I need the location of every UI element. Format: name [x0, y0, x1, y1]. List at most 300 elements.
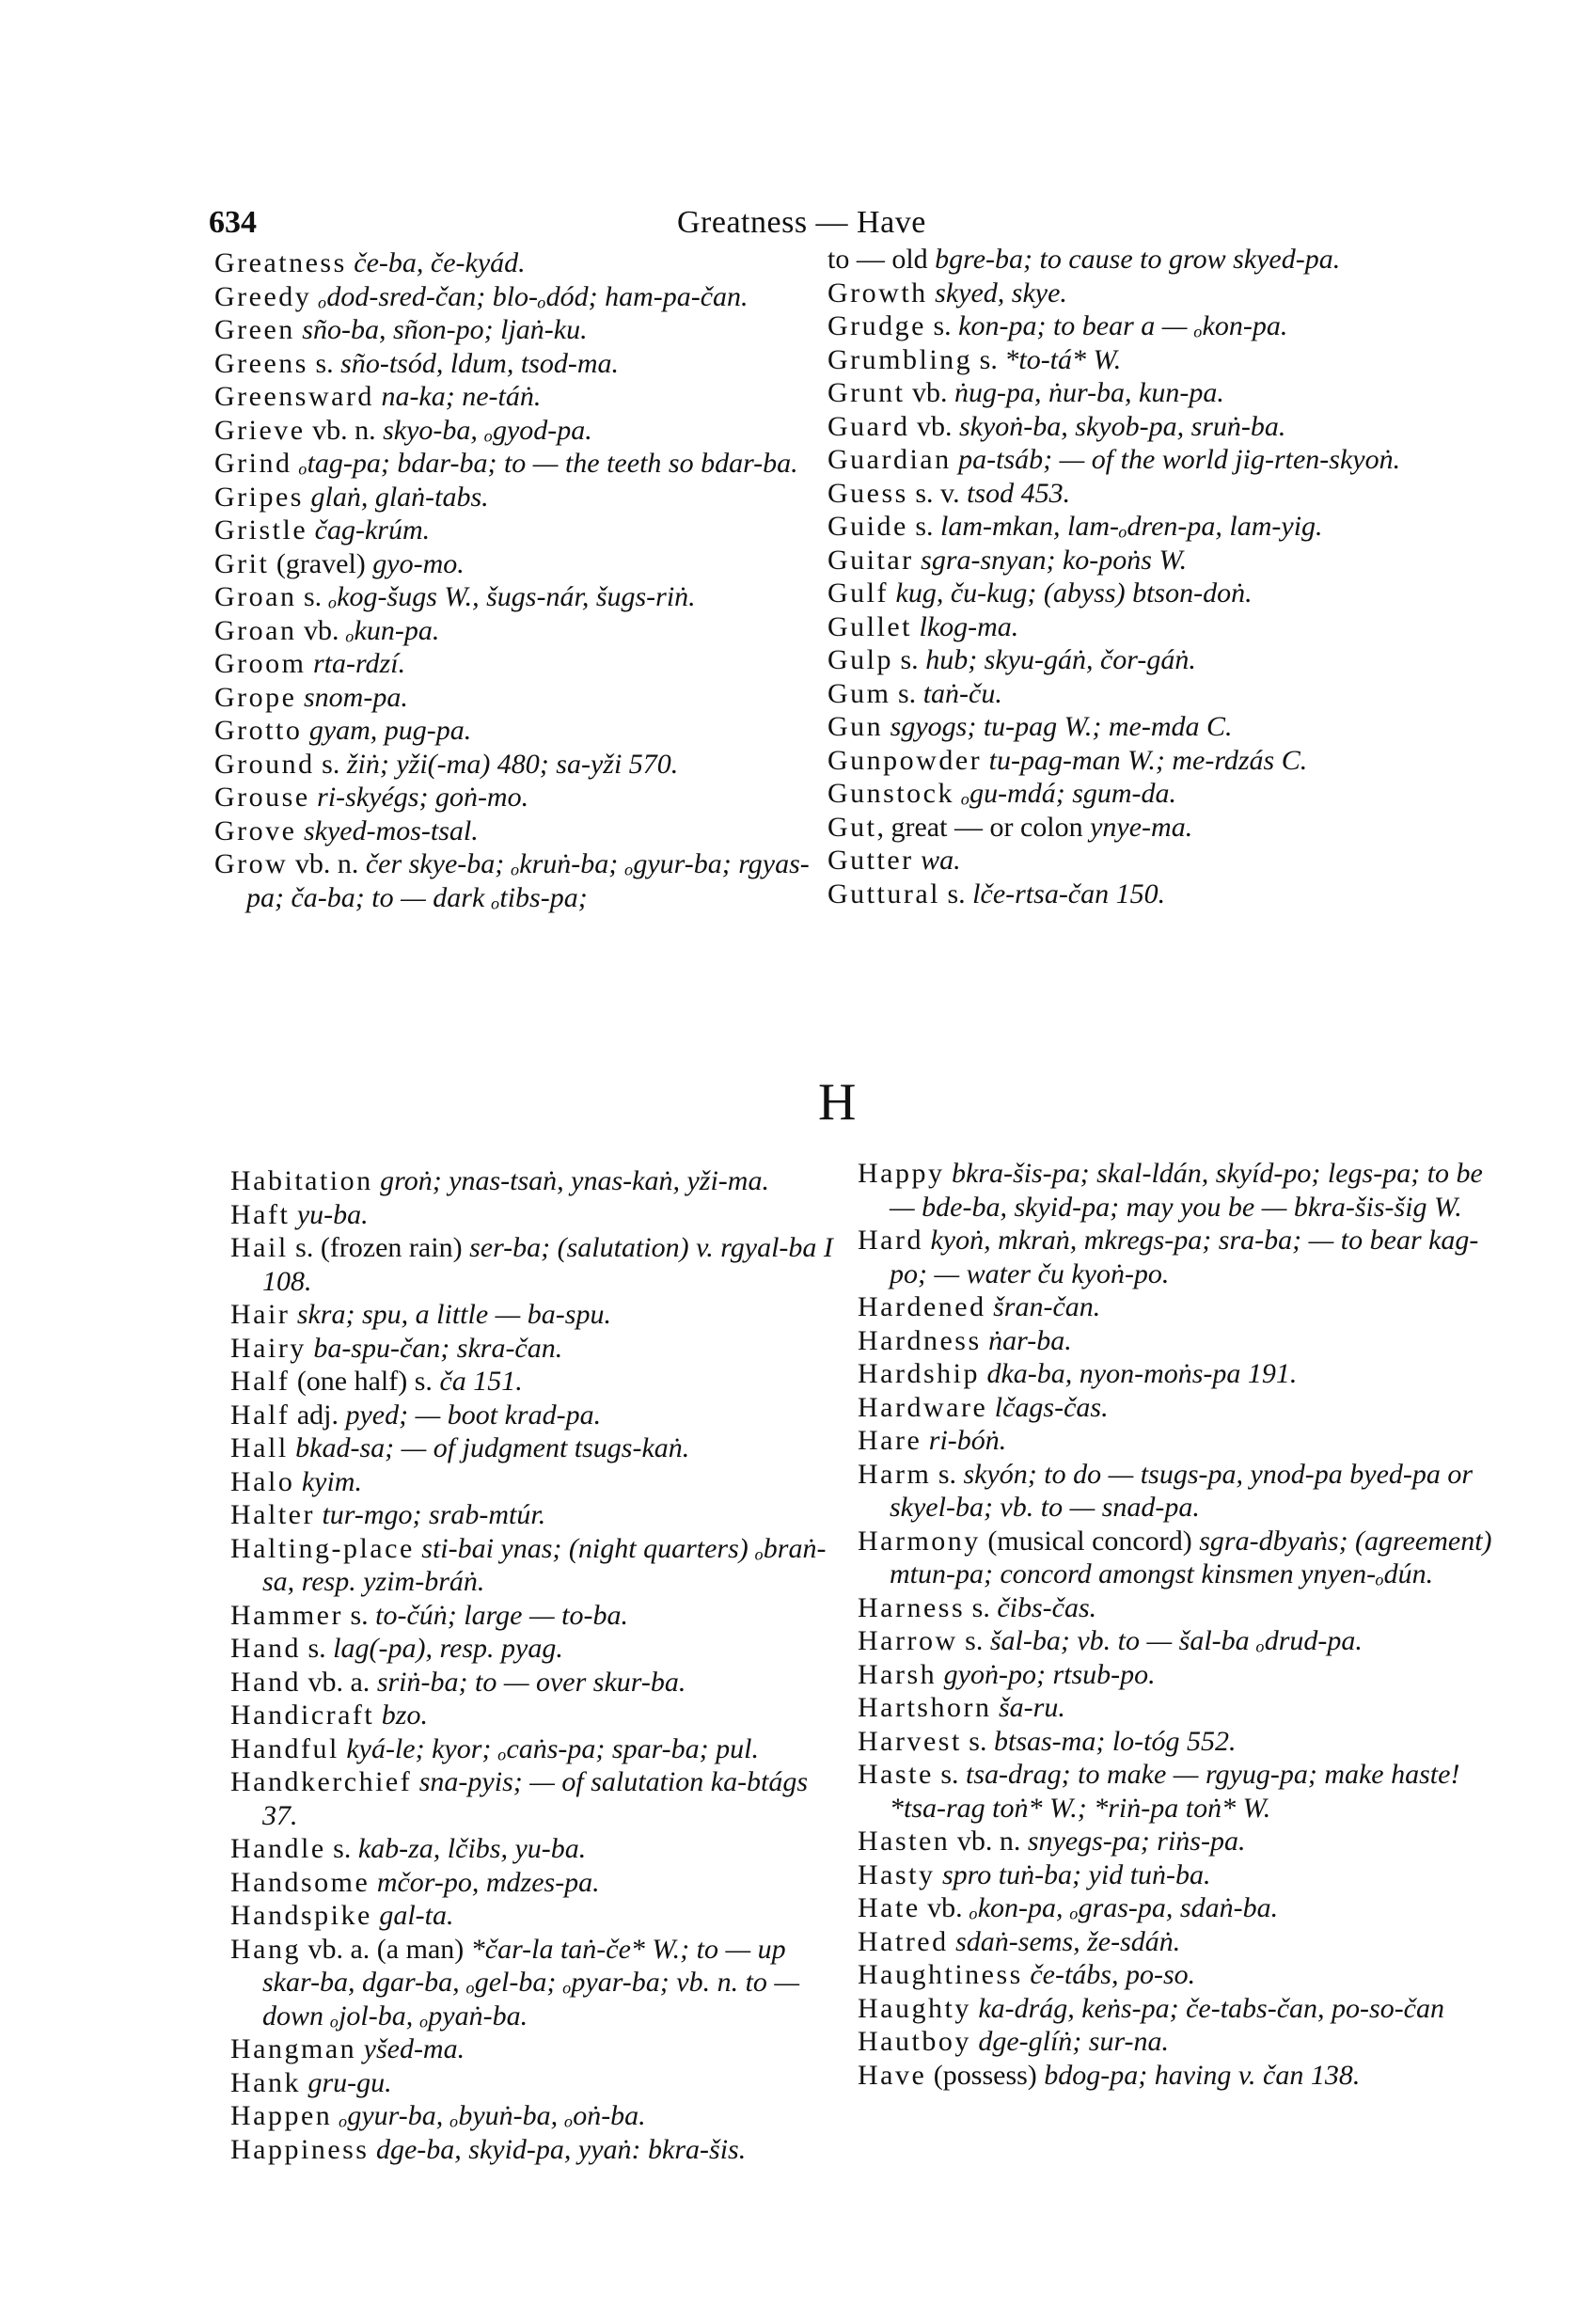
entry-headword: Groom	[214, 648, 307, 679]
entry-gloss: s.	[965, 1591, 998, 1623]
dictionary-entry	[214, 514, 840, 547]
dictionary-entry	[230, 1899, 842, 1933]
dictionary-entry	[858, 1758, 1497, 1825]
column-top-right	[827, 243, 1486, 910]
entry-headword: Gunpowder	[827, 744, 983, 776]
dictionary-entry	[214, 280, 840, 314]
entry-tibetan: yu-ba.	[296, 1198, 369, 1230]
entry-headword: Grow	[214, 848, 289, 879]
entry-tibetan: šal-ba; vb. to — šal-ba ₒdrud-pa.	[989, 1625, 1363, 1656]
entry-tibetan: ša-ru.	[998, 1692, 1065, 1723]
entry-tibetan: ₒgyur-ba, ₒbyuṅ-ba, ₒoṅ-ba.	[339, 2100, 646, 2131]
entry-headword: Greatness	[214, 247, 347, 278]
entry-gloss: vb. n.	[305, 414, 384, 446]
entry-headword: Hare	[858, 1425, 922, 1456]
entry-headword: Guard	[827, 410, 910, 442]
dictionary-entry	[230, 1431, 842, 1465]
entry-tibetan: btsas-ma; lo-tóg 552.	[993, 1725, 1237, 1757]
entry-gloss: (gravel)	[269, 547, 373, 579]
entry-headword: Hang	[230, 1933, 301, 1965]
dictionary-entry	[858, 1825, 1497, 1858]
entry-tibetan: pa-tsáb; — of the world jig-rten-skyoṅ.	[958, 444, 1401, 475]
entry-tibetan: snyegs-pa; riṅs-pa.	[1027, 1826, 1246, 1857]
entry-headword: Grumbling	[827, 343, 973, 375]
entry-headword: Grope	[214, 681, 297, 713]
entry-gloss: s. v.	[907, 477, 968, 509]
entry-headword: Handsome	[230, 1866, 370, 1898]
entry-gloss	[294, 1466, 302, 1497]
entry-gloss	[949, 1926, 956, 1957]
dictionary-entry	[827, 243, 1486, 277]
entry-gloss: , great — or colon	[876, 811, 1091, 843]
entry-headword: Haughtiness	[858, 1959, 1023, 1990]
entry-tibetan: ri-skyégs; goṅ-mo.	[317, 782, 529, 813]
entry-tibetan: ₒkon-pa, ₒgras-pa, sdaṅ-ba.	[969, 1892, 1279, 1923]
entry-tibetan: sti-bai ynas; (night quarters) ₒbraṅ-sa, resp. yzim-bráṅ.	[262, 1532, 827, 1597]
dictionary-entry	[214, 414, 840, 448]
dictionary-entry	[827, 477, 1486, 511]
dictionary-entry	[858, 1725, 1497, 1759]
dictionary-entry	[858, 1324, 1497, 1358]
entry-headword: Hangman	[230, 2033, 357, 2064]
entry-headword: Hasten	[858, 1826, 951, 1857]
dictionary-entry	[230, 2066, 842, 2100]
entry-tibetan: ₒdod-sred-čan; blo-ₒdód; ham-pa-čan.	[318, 280, 749, 312]
entry-tibetan: žiṅ; yži(-ma) 480; sa-yži 570.	[346, 748, 679, 780]
entry-tibetan: dka-ba, nyon-moṅs-pa 191.	[986, 1358, 1298, 1389]
entry-headword: Hasty	[858, 1858, 936, 1890]
entry-headword: Grunt	[827, 377, 906, 408]
entry-tibetan: kon-pa; to bear a — ₒkon-pa.	[958, 310, 1288, 341]
entry-gloss	[922, 1425, 929, 1456]
entry-gloss: (possess)	[926, 2059, 1045, 2091]
entry-headword: Handful	[230, 1732, 339, 1764]
dictionary-entry	[230, 1933, 842, 2033]
entry-headword: Grove	[214, 814, 297, 846]
entry-tibetan: mčor-po, mdzes-pa.	[376, 1866, 600, 1898]
entry-gloss: s. (frozen rain)	[288, 1232, 470, 1263]
entry-gloss	[952, 444, 959, 475]
entry-gloss	[912, 611, 920, 642]
entry-headword: Half	[230, 1366, 291, 1397]
dictionary-entry	[230, 1532, 842, 1599]
entry-headword: Hardware	[858, 1391, 988, 1423]
entry-tibetan: sño-ba, sñon-po; ljaṅ-ku.	[302, 314, 588, 345]
entry-tibetan: ₒtag-pa; bdar-ba; to — the teeth so bdar-ba.	[299, 448, 798, 479]
entry-headword: Hammer	[230, 1599, 343, 1631]
entry-headword: Harness	[858, 1591, 966, 1623]
entry-headword: Groan	[214, 581, 297, 612]
dictionary-entry	[858, 1858, 1497, 1892]
entry-tibetan: gyoṅ-po; rtsub-po.	[943, 1658, 1156, 1690]
dictionary-entry	[230, 1164, 842, 1198]
entry-tibetan: skyón; to do — tsugs-pa, ynod-pa byed-pa or skyel-ba; vb. to — snad-pa.	[890, 1458, 1474, 1523]
entry-headword: Haste	[858, 1759, 934, 1790]
dictionary-entry	[214, 814, 840, 848]
entry-gloss	[292, 448, 300, 479]
entry-headword: Harrow	[858, 1625, 958, 1656]
entry-tibetan: ri-bóṅ.	[928, 1425, 1007, 1456]
dictionary-entry	[858, 1891, 1497, 1925]
entry-gloss: s.	[925, 310, 959, 341]
entry-tibetan: pyed; — boot krad-pa.	[345, 1399, 602, 1431]
entry-headword: Happen	[230, 2100, 333, 2131]
entry-tibetan: ča 151.	[439, 1366, 523, 1397]
dictionary-entry	[214, 481, 840, 514]
dictionary-entry	[214, 547, 840, 581]
entry-headword: Harmony	[858, 1525, 981, 1557]
entry-tibetan: ba-spu-čan; skra-čan.	[313, 1332, 563, 1364]
dictionary-entry	[230, 1666, 842, 1700]
dictionary-entry	[214, 380, 840, 414]
dictionary-entry	[214, 246, 840, 280]
dictionary-entry	[858, 1357, 1497, 1391]
entry-gloss	[937, 1659, 944, 1690]
column-top-left	[214, 246, 840, 914]
entry-headword: Grit	[214, 547, 270, 579]
dictionary-entry	[858, 1224, 1497, 1290]
dictionary-entry	[827, 277, 1486, 310]
entry-tibetan: skyo-ba, ₒgyod-pa.	[383, 414, 592, 446]
entry-headword: Gum	[827, 677, 891, 709]
entry-tibetan: gal-ta.	[379, 1900, 454, 1931]
dictionary-entry	[214, 847, 840, 914]
dictionary-entry	[214, 714, 840, 748]
entry-gloss	[290, 1199, 297, 1230]
entry-headword: Hardened	[858, 1291, 986, 1322]
dictionary-entry	[858, 1157, 1497, 1224]
entry-gloss: vb.	[920, 1892, 970, 1923]
entry-gloss	[374, 1700, 382, 1731]
dictionary-entry	[858, 1424, 1497, 1458]
dictionary-entry	[230, 1198, 842, 1232]
entry-tibetan: sriṅ-ba; to — over skur-ba.	[376, 1666, 686, 1698]
entry-tibetan: ṅug-pa, ṅur-ba, kun-pa.	[954, 377, 1224, 408]
entry-tibetan: lag(-pa), resp. pyag.	[333, 1633, 563, 1664]
entry-headword: Harsh	[858, 1658, 938, 1690]
entry-gloss: vb. a. (a man)	[300, 1933, 471, 1965]
entry-gloss	[369, 2134, 376, 2165]
entry-headword: Guess	[827, 477, 908, 509]
entry-gloss: vb.	[296, 614, 346, 646]
dictionary-entry	[858, 1391, 1497, 1425]
entry-headword: Guitar	[827, 544, 914, 576]
entry-tibetan: kyoṅ, mkraṅ, mkregs-pa; sra-ba; — to bear kag-po; — water ču kyoṅ-po.	[890, 1225, 1479, 1289]
entry-gloss	[302, 715, 309, 746]
entry-headword: Half	[230, 1399, 291, 1431]
entry-gloss: s.	[933, 1759, 966, 1790]
entry-tibetan: sgyogs; tu-pag W.; me-mda C.	[890, 711, 1233, 742]
entry-headword: Gut	[827, 811, 877, 843]
entry-headword: Hair	[230, 1299, 291, 1330]
entry-tibetan: *čar-la taṅ-če* W.; to — up skar-ba, dgar-ba, ₒgel-ba; ₒpyar-ba; vb. n. to — down ₒjol-ba, ₒpyaṅ-ba.	[262, 1933, 800, 2032]
dictionary-entry	[230, 1832, 842, 1866]
dictionary-entry	[230, 1465, 842, 1499]
dictionary-entry	[230, 2032, 842, 2066]
entry-tibetan: lam-mkan, lam-ₒdren-pa, lam-yig.	[940, 511, 1323, 542]
entry-gloss: s.	[300, 1633, 334, 1664]
entry-headword: Hartshorn	[858, 1692, 992, 1723]
entry-gloss: s.	[957, 1625, 990, 1656]
entry-gloss: vb.	[909, 410, 959, 442]
entry-gloss: s.	[939, 877, 973, 909]
dictionary-entry	[827, 677, 1486, 711]
dictionary-entry	[827, 811, 1486, 845]
entry-headword: Grudge	[827, 310, 926, 341]
entry-tibetan: kug, ču-kug; (abyss) btson-doṅ.	[895, 577, 1253, 609]
entry-headword: Hail	[230, 1232, 289, 1263]
dictionary-entry	[827, 510, 1486, 544]
entry-headword: Grind	[214, 448, 292, 479]
dictionary-entry	[230, 1699, 842, 1732]
entry-headword: Growth	[827, 277, 928, 308]
dictionary-entry	[214, 313, 840, 347]
entry-gloss: adj.	[290, 1399, 346, 1431]
entry-tibetan: dge-glíṅ; sur-na.	[978, 2026, 1170, 2057]
entry-tibetan: bgre-ba; to cause to grow skyed-pa.	[935, 244, 1341, 275]
dictionary-entry	[827, 376, 1486, 410]
entry-tibetan: če-tábs, po-so.	[1030, 1959, 1196, 1990]
entry-tibetan: yšed-ma.	[363, 2033, 465, 2064]
entry-tibetan: *to-tá* W.	[1004, 343, 1122, 375]
dictionary-entry	[230, 1765, 842, 1832]
entry-gloss: s.	[296, 581, 329, 612]
entry-tibetan: bkra-šis-pa; skal-ldán, skyíd-po; legs-pa; to be — bde-ba, skyid-pa; may you be — bkra-šis-šig W.	[890, 1158, 1483, 1223]
entry-headword: Gun	[827, 711, 884, 742]
entry-gloss	[332, 2100, 339, 2131]
dictionary-entry	[230, 1498, 842, 1532]
entry-tibetan: sgra-snyan; ko-poṅs W.	[921, 544, 1188, 576]
dictionary-entry	[214, 781, 840, 814]
entry-gloss	[987, 1392, 995, 1423]
entry-tibetan: hub; skyu-gáṅ, čor-gáṅ.	[925, 644, 1196, 675]
dictionary-entry	[827, 343, 1486, 377]
entry-headword: Gutter	[827, 845, 914, 876]
entry-headword: Have	[858, 2059, 927, 2091]
entry-tibetan: čag-krúm.	[314, 514, 431, 545]
entry-headword: Gunstock	[827, 778, 954, 809]
entry-headword: Ground	[214, 748, 315, 780]
dictionary-entry	[214, 681, 840, 715]
entry-tibetan: ser-ba; (salutation) v. rgyal-ba I 108.	[262, 1232, 833, 1297]
entry-gloss: s.	[325, 1833, 358, 1864]
entry-gloss	[991, 1692, 999, 1723]
entry-headword: Greens	[214, 347, 308, 379]
entry-headword: Handle	[230, 1833, 326, 1864]
entry-gloss	[412, 1766, 419, 1797]
entry-tibetan: kyá-le; kyor; ₒcaṅs-pa; spar-ba; pul.	[346, 1732, 759, 1764]
entry-tibetan: šran-čan.	[993, 1291, 1101, 1322]
entry-tibetan: kab-za, lčibs, yu-ba.	[357, 1833, 587, 1864]
dictionary-entry	[827, 544, 1486, 577]
entry-headword: Guide	[827, 511, 908, 542]
dictionary-entry	[858, 1290, 1497, 1324]
entry-headword: Gristle	[214, 514, 308, 545]
dictionary-entry	[230, 1332, 842, 1366]
dictionary-entry	[858, 1691, 1497, 1725]
entry-tibetan: glaṅ, glaṅ-tabs.	[310, 481, 489, 513]
entry-headword: Handicraft	[230, 1700, 375, 1731]
dictionary-entry	[230, 1866, 842, 1900]
entry-tibetan: dge-ba, skyid-pa, yyaṅ: bkra-šis.	[375, 2133, 747, 2165]
page-number: 634	[209, 205, 257, 240]
entry-headword: Happiness	[230, 2133, 370, 2165]
entry-headword: Hank	[230, 2066, 301, 2098]
entry-headword: Halter	[230, 1499, 315, 1530]
entry-headword: Hairy	[230, 1332, 307, 1364]
entry-tibetan: ₒkun-pa.	[345, 614, 440, 646]
dictionary-entry	[827, 877, 1486, 911]
entry-tibetan: tur-mgo; srab-mtúr.	[322, 1499, 546, 1530]
dictionary-entry	[230, 1298, 842, 1332]
entry-gloss	[883, 711, 890, 742]
entry-gloss	[296, 682, 304, 713]
dictionary-entry	[827, 610, 1486, 644]
dictionary-entry	[827, 643, 1486, 677]
dictionary-entry	[858, 1658, 1497, 1692]
dictionary-entry	[858, 1525, 1497, 1591]
entry-tibetan: če-ba, če-kyád.	[354, 247, 526, 278]
dictionary-entry	[858, 2025, 1497, 2059]
entry-headword: Gulf	[827, 577, 889, 609]
entry-gloss	[986, 1291, 994, 1322]
entry-headword: Grieve	[214, 414, 306, 446]
dictionary-entry	[858, 1992, 1497, 2026]
entry-headword: Grouse	[214, 782, 310, 813]
entry-headword: Happy	[858, 1158, 945, 1189]
column-bottom-left	[230, 1164, 842, 2166]
entry-headword: Hard	[858, 1225, 923, 1256]
entry-gloss	[307, 514, 315, 545]
dictionary-entry	[827, 577, 1486, 610]
entry-headword: Hall	[230, 1432, 289, 1463]
dictionary-entry	[214, 614, 840, 648]
entry-tibetan: sño-tsód, ldum, tsod-ma.	[340, 347, 619, 379]
entry-headword: Haughty	[858, 1992, 971, 2024]
column-bottom-right	[858, 1157, 1497, 2092]
entry-gloss: vb. a.	[300, 1666, 377, 1698]
dictionary-entry	[230, 1365, 842, 1399]
entry-tibetan: skyoṅ-ba, skyob-pa, sruṅ-ba.	[958, 410, 1286, 442]
entry-gloss: vb.	[905, 377, 954, 408]
dictionary-entry	[858, 1591, 1497, 1625]
entry-headword: Handkerchief	[230, 1766, 413, 1797]
entry-headword: Hand	[230, 1666, 301, 1698]
entry-gloss	[290, 1299, 297, 1330]
entry-headword: Hautboy	[858, 2026, 971, 2057]
entry-headword: Hatred	[858, 1925, 949, 1957]
dictionary-entry	[827, 844, 1486, 877]
entry-tibetan: snom-pa.	[303, 681, 408, 713]
entry-gloss	[296, 815, 304, 846]
entry-headword: Harvest	[858, 1725, 962, 1757]
entry-tibetan: taṅ-ču.	[922, 677, 1002, 709]
entry-tibetan: lkog-ma.	[919, 610, 1019, 642]
entry-tibetan: gyo-mo.	[372, 547, 465, 579]
entry-gloss: s.	[907, 511, 941, 542]
entry-headword: Green	[214, 314, 295, 345]
entry-gloss: s.	[307, 347, 341, 379]
entry-tibetan: ynye-ma.	[1090, 811, 1193, 843]
entry-gloss: s.	[890, 677, 923, 709]
entry-gloss: s.	[972, 343, 1005, 375]
entry-tibetan: sdaṅ-sems, že-sdáṅ.	[955, 1925, 1181, 1957]
entry-headword: Haft	[230, 1198, 291, 1230]
entry-gloss	[944, 1158, 952, 1189]
entry-headword: Habitation	[230, 1165, 373, 1196]
entry-gloss	[982, 745, 989, 776]
entry-headword: Groan	[214, 614, 297, 646]
dictionary-entry	[827, 710, 1486, 744]
entry-headword: Hardness	[858, 1324, 982, 1356]
entry-gloss: s.	[893, 644, 926, 675]
entry-tibetan: lče-rtsa-čan 150.	[972, 877, 1166, 909]
dictionary-entry	[214, 447, 840, 481]
entry-headword: Guardian	[827, 444, 952, 475]
entry-tibetan: rta-rdzí.	[313, 648, 406, 679]
entry-headword: Greedy	[214, 280, 312, 312]
dictionary-entry	[858, 1925, 1497, 1959]
entry-tibetan: tsod 453.	[967, 477, 1071, 509]
dictionary-entry	[230, 2099, 842, 2133]
entry-tibetan: tsa-drag; to make — rgyug-pa; make haste! *tsa-rag toṅ* W.; *riṅ-pa toṅ* W.	[890, 1759, 1460, 1824]
dictionary-entry	[858, 2059, 1497, 2093]
entry-tibetan: tu-pag-man W.; me-rdzás C.	[988, 744, 1308, 776]
entry-gloss: to — old	[827, 244, 936, 275]
entry-tibetan: kyim.	[301, 1465, 362, 1497]
entry-tibetan: spro tuṅ-ba; yid tuṅ-ba.	[942, 1858, 1211, 1890]
dictionary-entry	[827, 443, 1486, 477]
entry-tibetan: sgra-dbyaṅs; (agreement) mtun-pa; concord amongst kinsmen ynyen-ₒdún.	[890, 1525, 1492, 1589]
entry-headword: Grotto	[214, 715, 303, 746]
entry-gloss	[356, 2033, 364, 2064]
dictionary-entry	[827, 777, 1486, 811]
entry-gloss: (one half) s.	[290, 1366, 440, 1397]
entry-headword: Hate	[858, 1892, 921, 1923]
entry-gloss: s.	[931, 1458, 964, 1490]
entry-tibetan: gyam, pug-pa.	[308, 715, 472, 746]
entry-headword: Harm	[858, 1458, 932, 1490]
entry-gloss: s.	[961, 1725, 994, 1757]
dictionary-entry	[230, 1231, 842, 1298]
entry-tibetan: bdog-pa; having v. čan 138.	[1044, 2059, 1361, 2091]
entry-tibetan: ₒkog-šugs W., šugs-nár, šugs-riṅ.	[328, 581, 696, 612]
entry-gloss: vb. n.	[288, 848, 366, 879]
running-title: Greatness — Have	[677, 205, 926, 240]
entry-headword: Halo	[230, 1465, 295, 1497]
entry-tibetan: groṅ; ynas-tsaṅ, ynas-kaṅ, yži-ma.	[380, 1165, 769, 1196]
dictionary-entry	[827, 744, 1486, 778]
entry-tibetan: lčags-čas.	[994, 1391, 1109, 1423]
dictionary-entry	[858, 1458, 1497, 1525]
entry-headword: Gullet	[827, 610, 912, 642]
entry-gloss	[307, 648, 314, 679]
entry-gloss: (musical concord)	[980, 1525, 1200, 1557]
dictionary-entry	[230, 1399, 842, 1432]
entry-headword: Handspike	[230, 1900, 372, 1931]
entry-gloss: vb. n.	[950, 1826, 1028, 1857]
dictionary-entry	[858, 1958, 1497, 1992]
entry-tibetan: ₒgu-mdá; sgum-da.	[961, 778, 1177, 809]
entry-headword: Gripes	[214, 481, 304, 513]
dictionary-entry	[214, 647, 840, 681]
dictionary-entry	[214, 347, 840, 381]
dictionary-entry	[230, 1599, 842, 1633]
entry-gloss: s.	[314, 748, 347, 780]
entry-tibetan: to-čúṅ; large — to-ba.	[375, 1599, 628, 1631]
entry-tibetan: na-ka; ne-táṅ.	[381, 381, 542, 412]
entry-gloss	[954, 778, 962, 809]
